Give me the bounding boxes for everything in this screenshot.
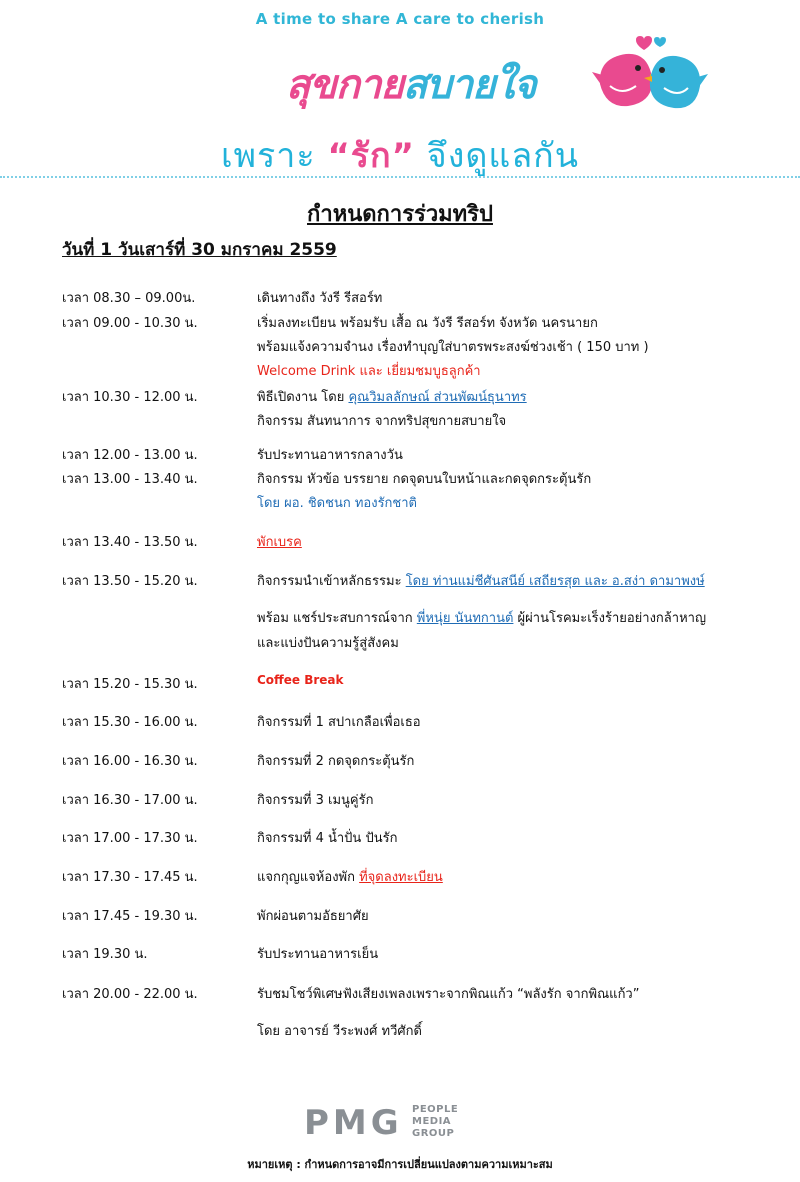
time-r10: เวลา 16.00 - 16.30 น. xyxy=(62,754,198,769)
guest-link-r7[interactable]: พี่หนุ่ย นันทกานต์ xyxy=(416,611,514,626)
activity-r1: เดินทางถึง วังรี รีสอร์ท xyxy=(257,291,383,306)
time-r6: เวลา 13.40 - 13.50 น. xyxy=(62,535,198,550)
speaker-link-r3[interactable]: คุณวิมลลักษณ์ ส่วนพัฒน์ธุนาทร xyxy=(348,390,527,405)
time-r15: เวลา 19.30 น. xyxy=(62,947,148,962)
time-r12: เวลา 17.00 - 17.30 น. xyxy=(62,831,198,846)
headline-pre: เพราะ xyxy=(220,136,328,176)
time-r11: เวลา 16.30 - 17.00 น. xyxy=(62,793,198,808)
brand-part1: สุขกาย xyxy=(286,62,403,108)
headline-post: จึงดูแลกัน xyxy=(415,136,579,176)
page-title: กำหนดการร่วมทริป xyxy=(307,202,493,227)
time-r5: เวลา 13.00 - 13.40 น. xyxy=(62,472,198,487)
activity-r7-line2 xyxy=(257,607,706,628)
activity-r7-line2-post: ผู้ผ่านโรคมะเร็งร้ายอย่างกล้าหาญ xyxy=(513,611,707,626)
time-r13: เวลา 17.30 - 17.45 น. xyxy=(62,870,198,885)
activity-r3 xyxy=(257,386,527,407)
time-r3: เวลา 10.30 - 12.00 น. xyxy=(62,390,198,405)
pmg-logo-line2: MEDIA xyxy=(412,1116,452,1127)
brand-logo xyxy=(286,52,536,116)
activity-r12: กิจกรรมที่ 4 น้ำปั่น ปันรัก xyxy=(257,831,398,846)
time-r7: เวลา 13.50 - 15.20 น. xyxy=(62,574,198,589)
time-r1: เวลา 08.30 – 09.00น. xyxy=(62,291,196,306)
activity-r5: กิจกรรม หัวข้อ บรรยาย กดจุดบนใบหน้าและกดจุดกระตุ้นรัก xyxy=(257,472,592,487)
activity-r4: รับประทานอาหารกลางวัน xyxy=(257,448,403,463)
pmg-logo xyxy=(304,1104,484,1144)
activity-r7-line2-pre: พร้อม แชร์ประสบการณ์จาก xyxy=(257,611,417,626)
activity-r3-pre: พิธีเปิดงาน โดย xyxy=(257,390,349,405)
time-r4: เวลา 12.00 - 13.00 น. xyxy=(62,448,198,463)
time-r9: เวลา 15.30 - 16.00 น. xyxy=(62,715,198,730)
activity-r16-line2: โดย อาจารย์ วีระพงศ์ ทวีศักดิ์ xyxy=(257,1024,422,1039)
activity-r9: กิจกรรมที่ 1 สปาเกลือเพื่อเธอ xyxy=(257,715,421,730)
time-r16: เวลา 20.00 - 22.00 น. xyxy=(62,987,198,1002)
activity-r2: เริ่มลงทะเบียน พร้อมรับ เสื้อ ณ วังรี รีสอร์ท จังหวัด นครนายก xyxy=(257,316,598,331)
pmg-logo-text xyxy=(412,1104,458,1140)
activity-r6: พักเบรค xyxy=(257,535,302,550)
headline xyxy=(0,128,800,182)
activity-r13-pre: แจกกุญแจห้องพัก xyxy=(257,870,360,885)
registration-point-link[interactable]: ที่จุดลงทะเบียน xyxy=(359,870,443,885)
time-r2: เวลา 09.00 - 10.30 น. xyxy=(62,316,198,331)
activity-r2-line3: Welcome Drink และ เยี่ยมชมบูธลูกค้า xyxy=(257,364,481,379)
activity-r10: กิจกรรมที่ 2 กดจุดกระตุ้นรัก xyxy=(257,754,415,769)
time-r8: เวลา 15.20 - 15.30 น. xyxy=(62,677,198,692)
pmg-logo-line1: PEOPLE xyxy=(412,1104,459,1115)
day-heading: วันที่ 1 วันเสาร์ที่ 30 มกราคม 2559 xyxy=(62,240,337,260)
speaker-link-r7[interactable]: โดย ท่านแม่ชีศันสนีย์ เสถียรสุต และ อ.สง่า ดามาพงษ์ xyxy=(405,574,705,589)
love-birds-icon xyxy=(590,36,710,116)
brand-part2: สบายใจ xyxy=(402,62,536,108)
activity-r11: กิจกรรมที่ 3 เมนูคู่รัก xyxy=(257,793,374,808)
activity-r7 xyxy=(257,570,705,591)
activity-r7-pre: กิจกรรมนำเข้าหลักธรรมะ xyxy=(257,574,406,589)
dotted-divider xyxy=(0,176,800,178)
headline-quoted: “รัก” xyxy=(327,136,415,176)
activity-r2-line2: พร้อมแจ้งความจำนง เรื่องทำบุญใส่บาตรพระสงฆ์ช่วงเช้า ( 150 บาท ) xyxy=(257,340,649,355)
footnote: หมายเหตุ : กำหนดการอาจมีการเปลี่ยนแปลงตามความเหมาะสม xyxy=(247,1158,553,1171)
activity-r8: Coffee Break xyxy=(257,673,344,687)
activity-r3-line2: กิจกรรม สันทนาการ จากทริปสุขกายสบายใจ xyxy=(257,414,507,429)
activity-r13 xyxy=(257,866,443,887)
pmg-logo-line3: GROUP xyxy=(412,1128,455,1139)
activity-r16: รับชมโชว์พิเศษฟังเสียงเพลงเพราะจากพิณแก้ว “พลังรัก จากพิณแก้ว” xyxy=(257,987,640,1002)
activity-r15: รับประทานอาหารเย็น xyxy=(257,947,379,962)
tagline: A time to share A care to cherish xyxy=(255,10,545,28)
activity-r14: พักผ่อนตามอัธยาศัย xyxy=(257,909,369,924)
activity-r7-line3: และแบ่งปันความรู้สู่สังคม xyxy=(257,636,399,651)
pmg-logo-letters: PMG xyxy=(304,1103,403,1143)
activity-r5-line2: โดย ผอ. ชิดชนก ทองรักชาติ xyxy=(257,496,417,511)
time-r14: เวลา 17.45 - 19.30 น. xyxy=(62,909,198,924)
